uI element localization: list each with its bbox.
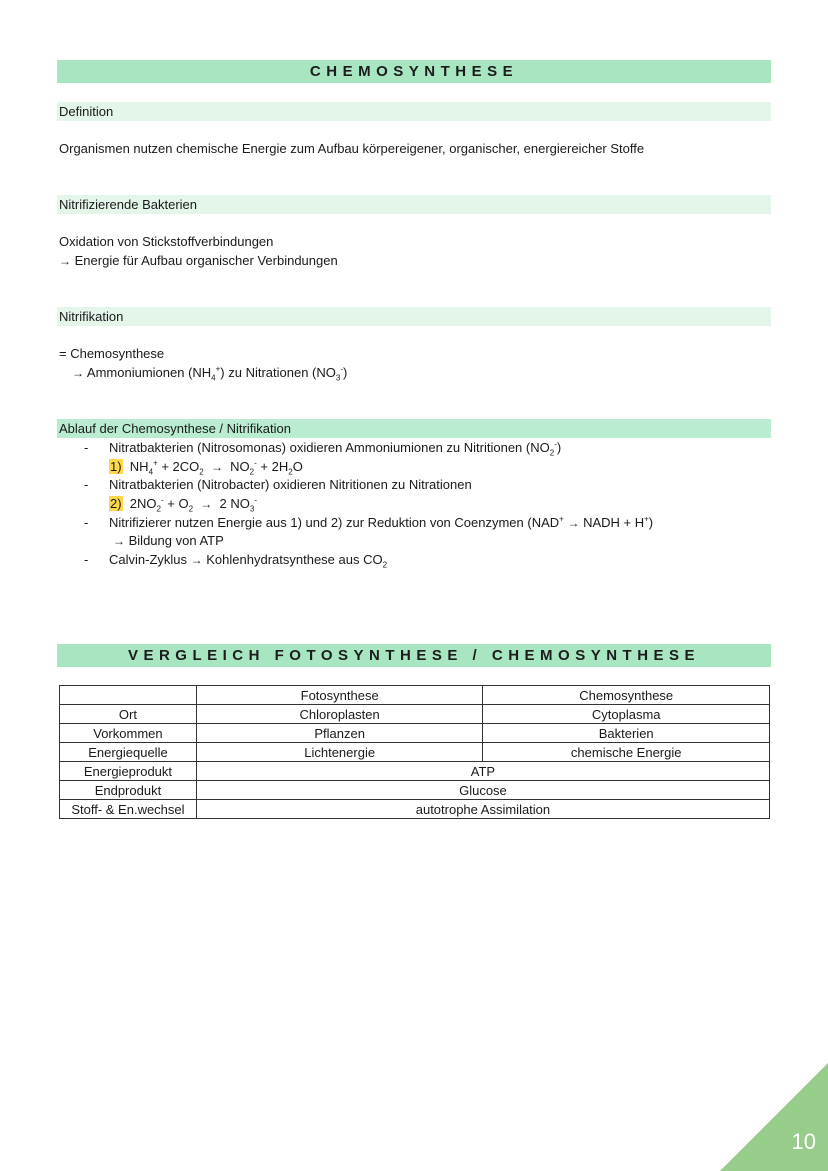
equation-2-label: 2) [110, 496, 122, 511]
nitrifikation-line2: → Ammoniumionen $(NH_4^+)$ zu Nitrationen $(NO_3^-)$ [72, 364, 348, 383]
ablauf-item-4: Calvin-Zyklus → Kohlenhydratsynthese aus $CO_2$ [109, 552, 388, 570]
nitrif-bakt-line1: Oxidation von Stickstoffverbindungen [59, 234, 274, 249]
table-cell: chemische Energie [483, 743, 770, 762]
equation-1: 1) $NH_4^+ + 2CO_2 \to NO_2^- + 2H_2O$ [110, 458, 303, 477]
section-title-chemosynthese: CHEMOSYNTHESE [57, 60, 771, 83]
page-number: 10 [791, 1129, 816, 1154]
heading-definition: Definition [57, 102, 771, 121]
table-header-chemosynthese: Chemosynthese [483, 686, 770, 705]
arrow-icon: → [59, 254, 71, 268]
table-cell: Lichtenergie [196, 743, 483, 762]
definition-text: Organismen nutzen chemische Energie zum Aufbau körpereigener, organischer, energiereicher Stoffe [59, 141, 645, 156]
table-row [60, 743, 770, 762]
list-bullet: - [84, 552, 89, 567]
ablauf-item-2: Nitratbakterien (Nitrobacter) oxidieren Nitritionen zu Nitrationen [109, 477, 472, 492]
equation-2: 2) $2NO_2^- + O_2 \to 2$ $NO_3^-$ [110, 495, 257, 514]
arrow-icon: → [113, 534, 125, 548]
arrow-icon: → [200, 497, 213, 511]
table-cell: Pflanzen [196, 724, 483, 743]
list-bullet: - [84, 440, 89, 455]
table-cell-merged: ATP [196, 762, 769, 781]
table-cell-merged: autotrophe Assimilation [196, 800, 769, 819]
table-row [60, 762, 770, 781]
table-cell-merged: Glucose [196, 781, 769, 800]
table-cell: Cytoplasma [483, 705, 770, 724]
table-header-row [60, 686, 770, 705]
arrow-icon: → [72, 366, 84, 380]
nitrif-bakt-line2: → Energie für Aufbau organischer Verbindungen [59, 253, 338, 268]
list-bullet: - [84, 477, 89, 492]
section-title-vergleich: VERGLEICH FOTOSYNTHESE / CHEMOSYNTHESE [57, 644, 771, 667]
table-cell [60, 686, 197, 705]
table-row [60, 705, 770, 724]
row-label: Endprodukt [60, 781, 197, 800]
heading-nitrifikation: Nitrifikation [57, 307, 771, 326]
row-label: Vorkommen [60, 724, 197, 743]
table-cell: Chloroplasten [196, 705, 483, 724]
table-cell: Bakterien [483, 724, 770, 743]
comparison-table [59, 685, 770, 819]
arrow-icon: → [567, 516, 580, 530]
table-row [60, 781, 770, 800]
heading-nitrifizierende-bakterien: Nitrifizierende Bakterien [57, 195, 771, 214]
row-label: Energieprodukt [60, 762, 197, 781]
ablauf-item-3: Nitrifizierer nutzen Energie aus 1) und 2) zur Reduktion von Coenzymen (NAD+ → NADH + H+) [109, 514, 654, 530]
arrow-icon: → [190, 553, 203, 567]
equation-1-label: 1) [110, 459, 122, 474]
table-row [60, 724, 770, 743]
row-label: Ort [60, 705, 197, 724]
list-bullet: - [84, 515, 89, 530]
nitrifikation-line1: = Chemosynthese [59, 346, 165, 361]
table-row [60, 800, 770, 819]
heading-ablauf: Ablauf der Chemosynthese / Nitrifikation [57, 419, 771, 438]
row-label: Energiequelle [60, 743, 197, 762]
table-header-fotosynthese: Fotosynthese [196, 686, 483, 705]
ablauf-item-3-sub: → Bildung von ATP [113, 533, 224, 548]
row-label: Stoff- & En.wechsel [60, 800, 197, 819]
ablauf-item-1: Nitratbakterien (Nitrosomonas) oxidieren Ammoniumionen zu Nitritionen $(NO_2^-)$ [109, 439, 562, 458]
arrow-icon: → [210, 460, 223, 474]
